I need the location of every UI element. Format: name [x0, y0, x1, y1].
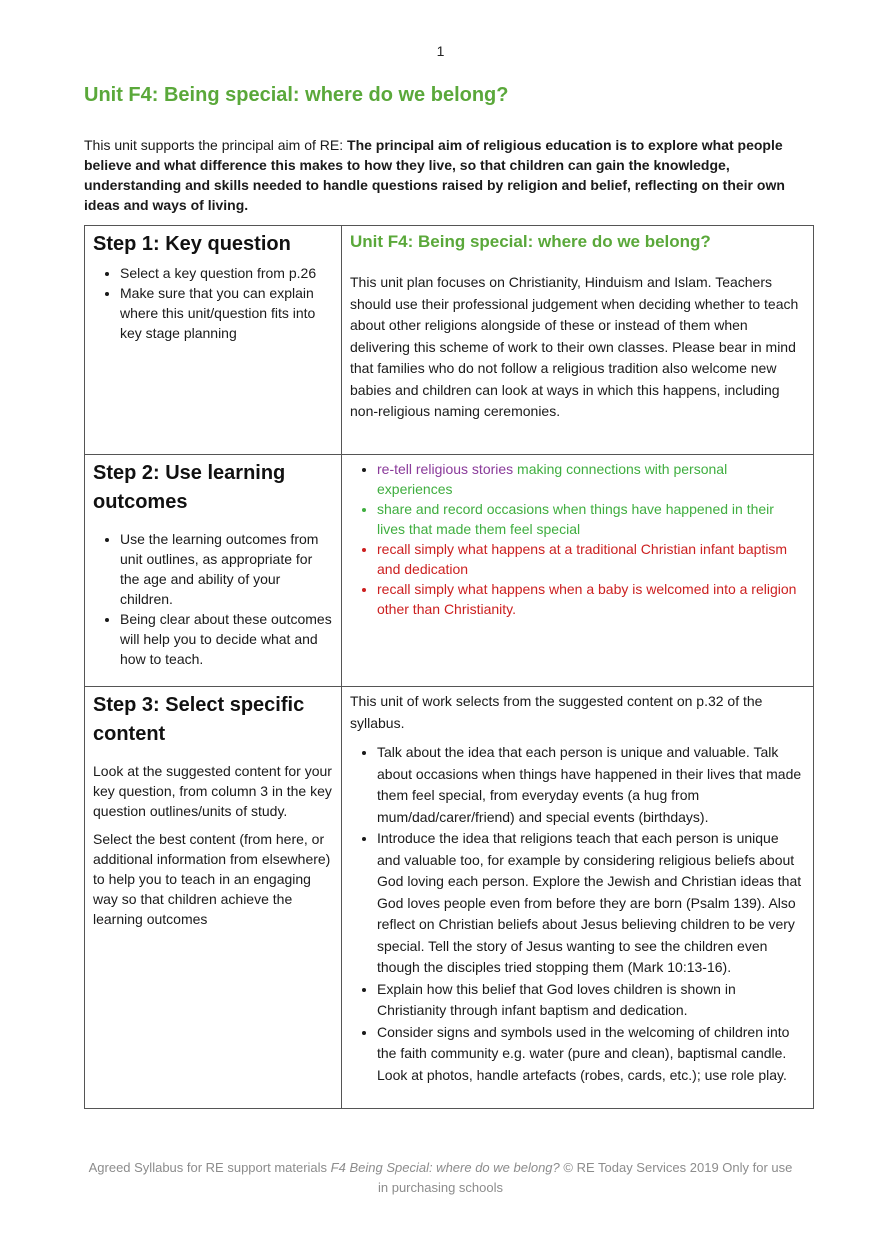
list-item: • recall simply what happens at a traditional Christian infant baptism and dedication — [377, 539, 805, 579]
list-item: • Being clear about these outcomes will help you to decide what and how to teach. — [120, 609, 333, 669]
footer-prefix: Agreed Syllabus for RE support materials — [88, 1160, 331, 1175]
step2-heading: Step 2: Use learning outcomes — [93, 462, 286, 513]
step3-guidance-1: Look at the suggested content for your key question, from column 3 in the key question outlines/units of study. — [93, 763, 332, 819]
step3-guidance-2: Select the best content (from here, or additional information from elsewhere) to help you to teach in an engaging way so that children achieve the learning outcomes — [93, 831, 331, 927]
list-item: • Introduce the idea that religions teach that each person is unique and valuable too, for example by considering religious beliefs about God loving each person. Explore the Jewish and Christian ideas that God loves people even from before they are born (Psalm 139). Also reflect on Christian beliefs about Jesus believing children to be very special. Tell the story of Jesus wanting to see the children even though the disciples tried stopping them (Mark 10:13-16). — [377, 828, 805, 979]
step2-left-cell — [85, 455, 342, 687]
step3-left-cell — [85, 687, 342, 1109]
list-item: • Talk about the idea that each person is unique and valuable. Talk about occasions when things have happened in their lives that made them feel special, from everyday events (a hug from mum/dad/carer/friend) and special events (birthdays). — [377, 742, 805, 828]
step1-heading: Step 1: Key question — [93, 233, 291, 255]
step3-heading: Step 3: Select specific content — [93, 694, 305, 745]
intro-principal-aim: The principal aim of religious education is to explore what people believe and what difference this makes to how they live, so that children can gain the knowledge, understanding and skills needed to handle questions raised by religion and belief, reflecting on their own ideas and ways of living. — [84, 137, 785, 213]
step2-row — [85, 455, 814, 687]
outcome-connections: making connections with personal experiences — [377, 461, 728, 497]
list-item: • Explain how this belief that God loves children is shown in Christianity through infant baptism and dedication. — [377, 979, 805, 1022]
list-item: • share and record occasions when things have happened in their lives that made them feel special — [377, 499, 805, 539]
step3-row — [85, 687, 814, 1109]
step3-right-cell — [342, 687, 814, 1109]
step1-unit-title: Unit F4: Being special: where do we belong? — [350, 232, 711, 251]
intro-prefix: This unit supports the principal aim of RE: — [84, 137, 348, 153]
step1-left-cell — [85, 226, 342, 455]
document-title: Unit F4: Being special: where do we belong? — [84, 84, 509, 106]
step1-unit-description: This unit plan focuses on Christianity, Hinduism and Islam. Teachers should use their professional judgement when deciding whether to teach about other religions alongside of these or instead of them when delivering this scheme of work to their own classes. Please bear in mind that families who do not follow a religious tradition also welcome new babies and children can look at ways in which this happens, including non-religious naming ceremonies. — [350, 274, 799, 419]
list-item — [377, 459, 805, 499]
list-item: • recall simply what happens when a baby is welcomed into a religion other than Christianity. — [377, 579, 805, 619]
intro-paragraph — [84, 135, 800, 215]
learning-outcomes-list — [350, 459, 805, 619]
footer-unit-title: F4 Being Special: where do we belong? — [330, 1160, 560, 1175]
step2-right-cell — [342, 455, 814, 687]
step1-row — [85, 226, 814, 455]
step1-right-cell — [342, 226, 814, 455]
step2-bullet-list — [93, 529, 333, 669]
outcome-retell: re-tell religious stories — [377, 461, 514, 477]
list-item: • Consider signs and symbols used in the welcoming of children into the faith community e.g. water (pure and clean), baptismal candle. Look at photos, handle artefacts (robes, cards, etc.); use role play. — [377, 1022, 805, 1087]
step3-content-list — [350, 742, 805, 1086]
list-item: • Make sure that you can explain where this unit/question fits into key stage planning — [120, 283, 333, 343]
step1-bullet-list — [93, 263, 333, 343]
footer-copyright: © RE Today Services 2019 Only for use in purchasing schools — [377, 1160, 793, 1195]
list-item: • Use the learning outcomes from unit outlines, as appropriate for the age and ability of your children. — [120, 529, 333, 609]
step3-intro: This unit of work selects from the suggested content on p.32 of the syllabus. — [350, 693, 763, 731]
page-footer — [84, 1158, 797, 1198]
planning-table — [84, 225, 814, 1109]
list-item: • Select a key question from p.26 — [120, 263, 333, 283]
page-number: 1 — [436, 43, 445, 59]
